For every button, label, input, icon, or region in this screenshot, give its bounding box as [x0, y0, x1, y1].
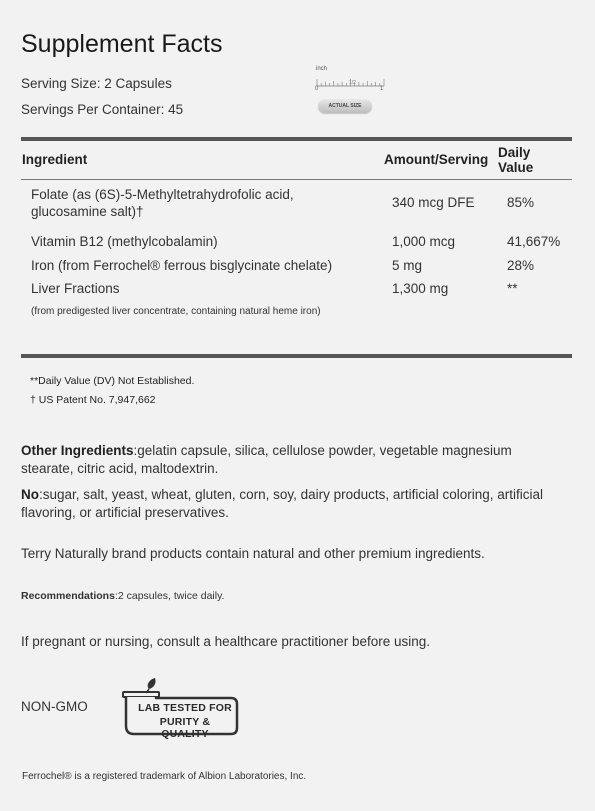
ruler-one-label: 1	[380, 86, 384, 92]
header-daily-line1: Daily	[498, 145, 531, 160]
header-amount: Amount/Serving	[384, 152, 489, 167]
recommendations-label: Recommendations	[21, 590, 115, 602]
actual-size-ruler	[312, 66, 394, 122]
badge-line1: LAB TESTED FOR	[138, 702, 232, 714]
actual-size-capsule: ACTUAL SIZE	[318, 99, 372, 113]
trademark-note: Ferrochel® is a registered trademark of Albion Laboratories, Inc.	[22, 771, 307, 782]
daily-iron: 28%	[507, 258, 535, 273]
table-top-rule	[21, 137, 572, 141]
free-from	[21, 486, 566, 522]
recommendations-text: :2 capsules, twice daily.	[114, 590, 225, 602]
table-bottom-rule	[21, 354, 572, 358]
ruler-half-label: 1/2	[349, 80, 356, 86]
ingredient-liver: Liver Fractions	[31, 281, 120, 296]
daily-b12: 41,667%	[507, 234, 561, 249]
amount-liver: 1,300 mg	[392, 281, 449, 296]
other-ingredients-label: Other Ingredients	[21, 443, 134, 458]
ruler-unit-label: inch	[316, 66, 328, 72]
footnote-patent: † US Patent No. 7,947,662	[30, 394, 156, 406]
header-rule	[21, 179, 572, 180]
lab-tested-badge	[115, 676, 240, 738]
other-ingredients-text: :gelatin capsule, silica, cellulose powder, vegetable magnesium stearate, citric acid, maltodextrin.	[21, 443, 512, 476]
ingredient-b12: Vitamin B12 (methylcobalamin)	[31, 234, 218, 249]
brand-statement: Terry Naturally brand products contain natural and other premium ingredients.	[21, 546, 485, 561]
badge-line2: PURITY & QUALITY	[159, 716, 211, 740]
amount-b12: 1,000 mcg	[392, 234, 456, 249]
header-ingredient: Ingredient	[22, 152, 88, 167]
serving-size: Serving Size: 2 Capsules	[21, 76, 172, 91]
daily-folate: 85%	[507, 195, 535, 210]
ingredient-iron: Iron (from Ferrochel® ferrous bisglycinate chelate)	[31, 258, 333, 273]
daily-liver: **	[507, 281, 518, 296]
free-from-label: No	[21, 487, 39, 502]
ingredient-folate-line2: glucosamine salt)†	[31, 204, 144, 219]
ingredient-folate-line1: Folate (as (6S)-5-Methyltetrahydrofolic acid,	[31, 187, 294, 202]
free-from-text: :sugar, salt, yeast, wheat, gluten, corn, soy, dairy products, artificial coloring, artificial flavoring, or artificial preservatives.	[21, 487, 543, 520]
non-gmo-label: NON-GMO	[21, 699, 88, 714]
pregnancy-warning: If pregnant or nursing, consult a healthcare practitioner before using.	[21, 634, 430, 649]
ruler-zero-label: 0	[315, 86, 319, 92]
servings-per-container: Servings Per Container: 45	[21, 102, 184, 117]
header-daily-value	[498, 145, 533, 175]
page-title: Supplement Facts	[21, 30, 223, 58]
footnote-dv: **Daily Value (DV) Not Established.	[30, 375, 195, 387]
other-ingredients	[21, 442, 566, 478]
recommendations	[21, 590, 224, 602]
amount-folate: 340 mcg DFE	[392, 195, 475, 210]
liver-note: (from predigested liver concentrate, containing natural heme iron)	[31, 306, 321, 317]
ingredient-folate	[31, 186, 294, 220]
header-daily-line2: Value	[498, 160, 534, 175]
amount-iron: 5 mg	[392, 258, 423, 273]
